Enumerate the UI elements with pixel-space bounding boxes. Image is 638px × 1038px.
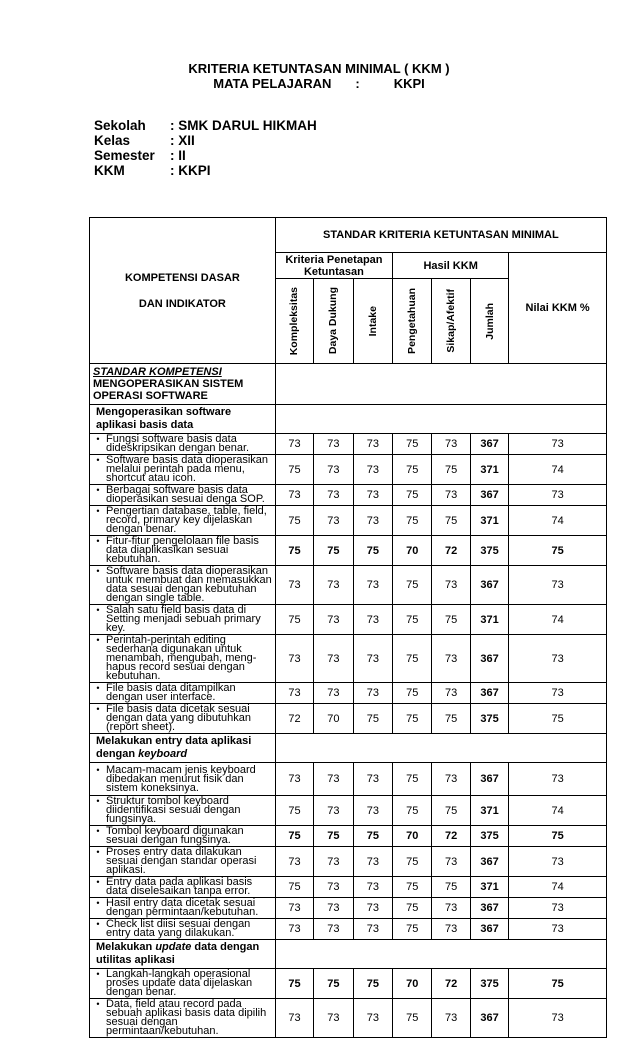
- indicator-cell: [90, 455, 276, 485]
- indicator-row: [90, 536, 607, 566]
- nilai-kkm-cell: 75: [509, 704, 607, 734]
- nilai-kkm-cell: 73: [509, 683, 607, 704]
- jumlah-cell: 371: [470, 506, 508, 536]
- subtitle-separator: :: [355, 76, 360, 91]
- jumlah-cell: 367: [470, 919, 508, 940]
- jumlah-cell: 367: [470, 847, 508, 877]
- bullet-icon: •: [96, 919, 100, 929]
- score-cell: 73: [314, 434, 353, 455]
- score-cell: 73: [353, 455, 392, 485]
- score-cell: 75: [393, 796, 432, 826]
- score-cell: 73: [275, 847, 313, 877]
- subtitle-label: MATA PELAJARAN: [213, 76, 332, 91]
- bullet-icon: •: [96, 506, 100, 516]
- indicator-row: [90, 704, 607, 734]
- score-cell: 75: [393, 455, 432, 485]
- score-cell: 73: [314, 898, 353, 919]
- score-cell: 75: [314, 826, 353, 847]
- kompetensi-dasar-text: Mengoperasikan software aplikasi basis data: [96, 406, 232, 431]
- standar-kompetensi-cell: [90, 364, 276, 405]
- bullet-icon: •: [96, 898, 100, 908]
- indicator-text: Struktur tombol keyboard diidentifikasi sesuai dengan fungsinya.: [106, 795, 241, 825]
- kompetensi-dasar-text: data dengan utilitas aplikasi: [96, 941, 260, 966]
- score-cell: 73: [353, 434, 392, 455]
- jumlah-cell: 367: [470, 635, 508, 683]
- score-cell: 73: [353, 919, 392, 940]
- indicator-text: Langkah-langkah operasional proses update data dijelaskan dengan benar.: [106, 968, 253, 998]
- score-cell: 75: [393, 847, 432, 877]
- kompetensi-dasar-text: Melakukan: [96, 941, 156, 953]
- indicator-row: [90, 826, 607, 847]
- standar-kompetensi-title: STANDAR KOMPETENSI: [93, 366, 222, 378]
- column-header-label: Kompleksitas: [288, 286, 301, 356]
- score-cell: 73: [314, 605, 353, 635]
- indicator-cell: [90, 877, 276, 898]
- bullet-icon: •: [96, 566, 100, 576]
- score-cell: 72: [432, 969, 470, 999]
- bullet-icon: •: [96, 826, 100, 836]
- score-cell: 75: [393, 877, 432, 898]
- score-cell: 73: [275, 434, 313, 455]
- score-cell: 70: [393, 536, 432, 566]
- score-cell: 73: [275, 485, 313, 506]
- column-header-label: Intake: [366, 305, 379, 337]
- score-cell: 73: [275, 919, 313, 940]
- info-row: [94, 133, 317, 148]
- score-cell: 73: [353, 566, 392, 605]
- indicator-text: Perintah-perintah editing sederhana digunakan untuk menambah, mengubah, meng-hapus record sesuai dengan kebutuhan.: [106, 634, 257, 682]
- column-header: [470, 279, 508, 364]
- indicator-text: Salah satu field basis data di Setting menjadi sebuah primary key.: [106, 604, 261, 634]
- indicator-cell: [90, 796, 276, 826]
- info-value: : KKPI: [170, 163, 211, 178]
- indicator-row: [90, 566, 607, 605]
- score-cell: 73: [275, 683, 313, 704]
- score-cell: 72: [432, 826, 470, 847]
- score-cell: 73: [353, 847, 392, 877]
- column-header-label: Sikap/Afektif: [445, 289, 458, 353]
- indicator-cell: [90, 683, 276, 704]
- score-cell: 73: [314, 919, 353, 940]
- bullet-icon: •: [96, 969, 100, 979]
- score-cell: 75: [275, 536, 313, 566]
- indicator-row: [90, 635, 607, 683]
- info-value: : SMK DARUL HIKMAH: [170, 118, 317, 133]
- jumlah-cell: 367: [470, 763, 508, 796]
- indicator-text: File basis data ditampilkan dengan user interface.: [106, 682, 236, 703]
- kompetensi-dasar-title: [90, 940, 276, 969]
- score-cell: 73: [275, 898, 313, 919]
- score-cell: 75: [393, 566, 432, 605]
- indicator-row: [90, 763, 607, 796]
- indicator-row: [90, 506, 607, 536]
- score-cell: 75: [393, 485, 432, 506]
- nilai-kkm-cell: 73: [509, 485, 607, 506]
- indicator-text: Entry data pada aplikasi basis data diselesaikan tanpa error.: [106, 876, 253, 897]
- score-cell: 70: [393, 969, 432, 999]
- column-header: [314, 279, 353, 364]
- jumlah-cell: 367: [470, 434, 508, 455]
- score-cell: 75: [393, 683, 432, 704]
- score-cell: 72: [275, 704, 313, 734]
- nilai-kkm-cell: 73: [509, 919, 607, 940]
- indicator-cell: [90, 898, 276, 919]
- indicator-text: Check list diisi sesuai dengan entry data yang dilakukan.: [106, 918, 251, 939]
- info-row: [94, 148, 317, 163]
- indicator-text: Fitur-fitur pengelolaan file basis data diaplikasikan sesuai kebutuhan.: [106, 535, 259, 565]
- score-cell: 75: [353, 826, 392, 847]
- info-value: : XII: [170, 133, 195, 148]
- score-cell: 73: [432, 898, 470, 919]
- bullet-icon: •: [96, 877, 100, 887]
- nilai-kkm-cell: 73: [509, 999, 607, 1038]
- indicator-row: [90, 796, 607, 826]
- score-cell: 75: [275, 969, 313, 999]
- bullet-icon: •: [96, 455, 100, 465]
- indicator-cell: [90, 605, 276, 635]
- score-cell: 72: [432, 536, 470, 566]
- column-header: [353, 279, 392, 364]
- kompetensi-header-line2: DAN INDIKATOR: [138, 297, 226, 310]
- score-cell: 75: [275, 455, 313, 485]
- score-cell: 75: [393, 605, 432, 635]
- indicator-row: [90, 847, 607, 877]
- score-cell: 73: [353, 485, 392, 506]
- nilai-kkm-cell: 74: [509, 605, 607, 635]
- score-cell: 75: [393, 434, 432, 455]
- score-cell: 73: [353, 999, 392, 1038]
- indicator-cell: [90, 704, 276, 734]
- indicator-text: Proses entry data dilakukan sesuai dengan standar operasi aplikasi.: [106, 846, 257, 876]
- score-cell: 70: [314, 704, 353, 734]
- jumlah-cell: 375: [470, 704, 508, 734]
- score-cell: 75: [432, 506, 470, 536]
- bullet-icon: •: [96, 683, 100, 693]
- nilai-kkm-cell: 73: [509, 635, 607, 683]
- score-cell: 73: [314, 877, 353, 898]
- kompetensi-dasar-title: [90, 734, 276, 763]
- score-cell: 75: [275, 796, 313, 826]
- score-cell: 75: [393, 763, 432, 796]
- kompetensi-header-line1: KOMPETENSI DASAR: [124, 271, 240, 284]
- score-cell: 73: [314, 506, 353, 536]
- bullet-icon: •: [96, 704, 100, 714]
- nilai-kkm-cell: 73: [509, 566, 607, 605]
- score-cell: 73: [353, 635, 392, 683]
- nilai-kkm-cell: 73: [509, 898, 607, 919]
- score-cell: 75: [432, 605, 470, 635]
- kompetensi-header: [90, 218, 276, 364]
- indicator-row: [90, 898, 607, 919]
- standar-kompetensi-name: MENGOPERASIKAN SISTEM OPERASI SOFTWARE: [93, 378, 244, 402]
- score-cell: 73: [432, 635, 470, 683]
- column-header: [275, 279, 313, 364]
- score-cell: 73: [275, 635, 313, 683]
- bullet-icon: •: [96, 605, 100, 615]
- score-cell: 75: [393, 898, 432, 919]
- kompetensi-dasar-title: [90, 405, 276, 434]
- jumlah-cell: 371: [470, 455, 508, 485]
- score-cell: 73: [432, 434, 470, 455]
- jumlah-cell: 375: [470, 969, 508, 999]
- indicator-cell: [90, 826, 276, 847]
- score-cell: 73: [275, 999, 313, 1038]
- indicator-cell: [90, 999, 276, 1038]
- empty-cell: [275, 364, 606, 405]
- indicator-cell: [90, 847, 276, 877]
- jumlah-cell: 371: [470, 605, 508, 635]
- indicator-text: Hasil entry data dicetak sesuai dengan permintaan/kebutuhan.: [106, 897, 259, 918]
- score-cell: 73: [432, 566, 470, 605]
- jumlah-cell: 367: [470, 485, 508, 506]
- bullet-icon: •: [96, 999, 100, 1009]
- indicator-text: Fungsi software basis data dideskripsikan dengan benar.: [106, 433, 250, 454]
- document-subtitle: [0, 76, 638, 91]
- score-cell: 75: [393, 999, 432, 1038]
- score-cell: 75: [353, 536, 392, 566]
- score-cell: 73: [314, 455, 353, 485]
- bullet-icon: •: [96, 635, 100, 645]
- indicator-row: [90, 877, 607, 898]
- info-value: : II: [170, 148, 186, 163]
- nilai-kkm-cell: 74: [509, 455, 607, 485]
- score-cell: 75: [275, 605, 313, 635]
- jumlah-cell: 367: [470, 566, 508, 605]
- empty-cell: [275, 734, 606, 763]
- score-cell: 75: [353, 969, 392, 999]
- indicator-text: Macam-macam jenis keyboard dibedakan menurut fisik dan sistem koneksinya.: [106, 763, 256, 794]
- info-label: KKM: [94, 163, 125, 178]
- hasil-header: Hasil KKM: [393, 253, 509, 279]
- score-cell: 75: [275, 826, 313, 847]
- empty-cell: [275, 940, 606, 969]
- score-cell: 75: [275, 506, 313, 536]
- kompetensi-dasar-emphasis: update: [155, 941, 192, 953]
- indicator-row: [90, 683, 607, 704]
- kompetensi-dasar-emphasis: keyboard: [138, 748, 188, 760]
- score-cell: 70: [393, 826, 432, 847]
- standar-header: STANDAR KRITERIA KETUNTASAN MINIMAL: [275, 218, 606, 253]
- score-cell: 73: [432, 847, 470, 877]
- jumlah-cell: 371: [470, 877, 508, 898]
- indicator-cell: [90, 434, 276, 455]
- indicator-cell: [90, 635, 276, 683]
- score-cell: 73: [432, 919, 470, 940]
- score-cell: 73: [314, 999, 353, 1038]
- bullet-icon: •: [96, 485, 100, 495]
- score-cell: 73: [314, 796, 353, 826]
- column-header-label: Daya Dukung: [327, 287, 340, 355]
- indicator-row: [90, 969, 607, 999]
- column-header-label: Pengetahuan: [406, 288, 419, 354]
- bullet-icon: •: [96, 847, 100, 857]
- jumlah-cell: 375: [470, 826, 508, 847]
- indicator-cell: [90, 506, 276, 536]
- indicator-row: [90, 434, 607, 455]
- score-cell: 73: [314, 485, 353, 506]
- kompetensi-dasar-text: Melakukan entry data aplikasi dengan: [96, 735, 252, 760]
- score-cell: 73: [314, 635, 353, 683]
- empty-cell: [275, 405, 606, 434]
- jumlah-cell: 371: [470, 796, 508, 826]
- kriteria-header: Kriteria Penetapan Ketuntasan: [275, 253, 392, 279]
- jumlah-cell: 375: [470, 536, 508, 566]
- indicator-cell: [90, 485, 276, 506]
- indicator-text: Software basis data dioperasikan untuk membuat dan memasukkan data sesuai dengan kebutuhan dengan single table.: [106, 565, 272, 604]
- indicator-cell: [90, 919, 276, 940]
- nilai-kkm-cell: 75: [509, 969, 607, 999]
- nilai-kkm-cell: 74: [509, 796, 607, 826]
- score-cell: 73: [275, 763, 313, 796]
- jumlah-cell: 367: [470, 898, 508, 919]
- indicator-text: Data, field atau record pada sebuah aplikasi basis data dipilih sesuai dengan permintaan/kebutuhan.: [106, 998, 267, 1037]
- score-cell: 73: [353, 796, 392, 826]
- score-cell: 73: [432, 763, 470, 796]
- indicator-row: [90, 919, 607, 940]
- document-title: KRITERIA KETUNTASAN MINIMAL ( KKM ): [188, 61, 450, 76]
- score-cell: 73: [314, 847, 353, 877]
- score-cell: 73: [353, 683, 392, 704]
- indicator-row: [90, 455, 607, 485]
- score-cell: 75: [275, 877, 313, 898]
- score-cell: 73: [353, 605, 392, 635]
- info-row: [94, 163, 317, 178]
- column-header: [432, 279, 470, 364]
- score-cell: 75: [393, 919, 432, 940]
- score-cell: 73: [275, 566, 313, 605]
- bullet-icon: •: [96, 434, 100, 444]
- score-cell: 75: [432, 704, 470, 734]
- score-cell: 75: [432, 796, 470, 826]
- bullet-icon: •: [96, 796, 100, 806]
- score-cell: 73: [353, 506, 392, 536]
- score-cell: 73: [353, 898, 392, 919]
- school-info: [94, 118, 317, 178]
- nilai-kkm-cell: 74: [509, 506, 607, 536]
- score-cell: 73: [314, 683, 353, 704]
- indicator-cell: [90, 536, 276, 566]
- indicator-text: File basis data dicetak sesuai dengan data yang dibutuhkan (report sheet).: [106, 703, 251, 733]
- score-cell: 75: [393, 635, 432, 683]
- indicator-row: [90, 999, 607, 1038]
- score-cell: 73: [432, 485, 470, 506]
- nilai-kkm-cell: 75: [509, 826, 607, 847]
- bullet-icon: •: [96, 536, 100, 546]
- score-cell: 75: [314, 536, 353, 566]
- subtitle-value: KKPI: [393, 76, 425, 91]
- indicator-row: [90, 485, 607, 506]
- nilai-kkm-cell: 75: [509, 536, 607, 566]
- indicator-text: Berbagai software basis data dioperasikan sesuai denga SOP.: [106, 484, 265, 505]
- nilai-kkm-cell: 74: [509, 877, 607, 898]
- bullet-icon: •: [96, 764, 100, 775]
- nilai-kkm-cell: 73: [509, 763, 607, 796]
- nilai-kkm-cell: 73: [509, 847, 607, 877]
- indicator-text: Software basis data dioperasikan melalui perintah pada menu, shortcut atau icon.: [106, 454, 269, 484]
- indicator-text: Tombol keyboard digunakan sesuai dengan fungsinya.: [106, 825, 244, 846]
- score-cell: 73: [314, 763, 353, 796]
- info-row: [94, 118, 317, 133]
- score-cell: 75: [432, 877, 470, 898]
- score-cell: 75: [393, 506, 432, 536]
- score-cell: 73: [432, 683, 470, 704]
- column-header-label: Jumlah: [483, 302, 496, 340]
- column-header: [393, 279, 432, 364]
- kkm-table: [89, 217, 607, 1038]
- score-cell: 73: [314, 566, 353, 605]
- score-cell: 75: [432, 455, 470, 485]
- indicator-cell: [90, 566, 276, 605]
- score-cell: 75: [393, 704, 432, 734]
- jumlah-cell: 367: [470, 999, 508, 1038]
- score-cell: 75: [353, 704, 392, 734]
- info-label: Sekolah: [94, 118, 146, 133]
- score-cell: 75: [314, 969, 353, 999]
- info-label: Semester: [94, 148, 155, 163]
- jumlah-cell: 367: [470, 683, 508, 704]
- score-cell: 73: [353, 763, 392, 796]
- indicator-cell: [90, 969, 276, 999]
- nilai-header: Nilai KKM %: [509, 253, 607, 364]
- indicator-row: [90, 605, 607, 635]
- info-label: Kelas: [94, 133, 131, 148]
- score-cell: 73: [353, 877, 392, 898]
- score-cell: 73: [432, 999, 470, 1038]
- indicator-text: Pengertian database, table, field, record, primary key dijelaskan dengan benar.: [106, 505, 267, 535]
- nilai-kkm-cell: 73: [509, 434, 607, 455]
- indicator-cell: [90, 763, 276, 796]
